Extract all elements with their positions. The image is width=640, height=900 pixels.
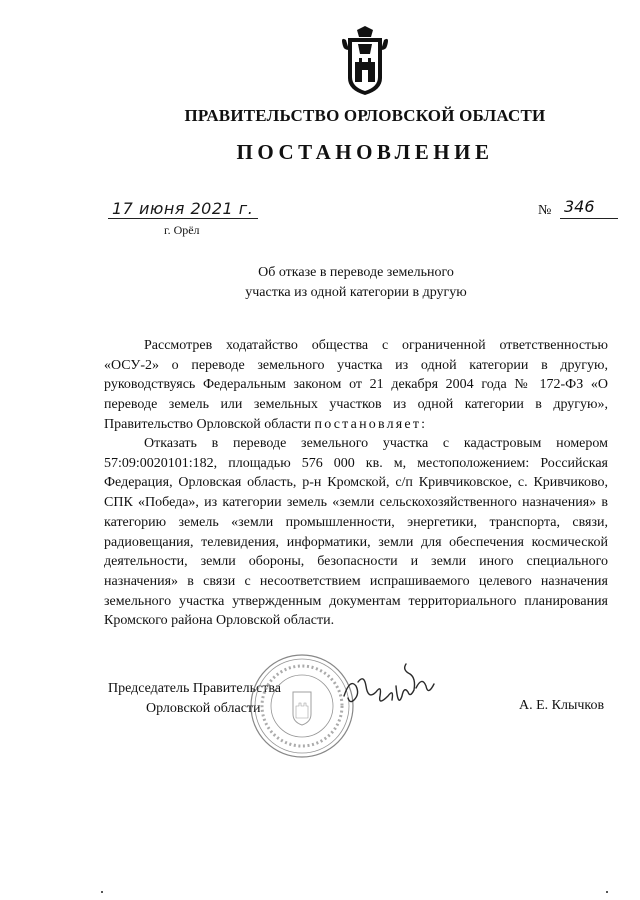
resolution-verb: постановляет: <box>314 416 428 432</box>
subject-line: участка из одной категории в другую <box>245 285 467 300</box>
preamble-paragraph <box>104 336 608 435</box>
preamble-text: Рассмотрев ходатайство общества с ограниченной ответственностью «ОСУ-2» о переводе земельного участка из одной категории в другую, руководствуясь Федеральным законом от 21 декабря 2004 года № 172-ФЗ «О переводе земель или земельных участков из одной категории в другую», Правительство Орловской области <box>104 338 608 432</box>
number-underline <box>560 218 618 219</box>
document-date: 17 июня 2021 г. <box>112 199 254 218</box>
document-type-title: ПОСТАНОВЛЕНИЕ <box>236 140 494 164</box>
position-line: Председатель Правительства <box>108 681 281 696</box>
resolution-paragraph: Отказать в переводе земельного участка с кадастровым номером 57:09:0020101:182, площадью 576 000 кв. м, местоположением: Российская Федерация, Орловская область, р-н Кромской, с/п Кривчиковское, с. Кривчиково, СПК «Победа», из категории земель «земли сельскохозяйственного назначения» в категорию земель «земли промышленности, энергетики, транспорта, связи, радиовещания, телевидения, информатики, земли для обеспечения космической деятельности, земли обороны, безопасности и земли иного специального назначения» в связи с несоответствием испрашиваемого целевого назначения земельного участка утвержденным документам территориального планирования Кромского района Орловской области. <box>104 436 608 629</box>
position-line: Орловской области <box>146 700 261 716</box>
coat-of-arms-icon <box>340 26 390 96</box>
scan-speck <box>101 891 103 893</box>
signatory-name: А. Е. Клычков <box>519 698 605 713</box>
document-subject <box>200 263 512 303</box>
document-city: г. Орёл <box>164 223 200 237</box>
government-title: ПРАВИТЕЛЬСТВО ОРЛОВСКОЙ ОБЛАСТИ <box>184 106 546 125</box>
subject-line: Об отказе в переводе земельного <box>258 265 454 280</box>
scan-speck <box>606 891 608 893</box>
document-number: 346 <box>564 197 595 216</box>
number-label: № <box>538 203 552 218</box>
handwritten-signature-icon <box>340 656 440 716</box>
date-underline <box>108 218 258 219</box>
